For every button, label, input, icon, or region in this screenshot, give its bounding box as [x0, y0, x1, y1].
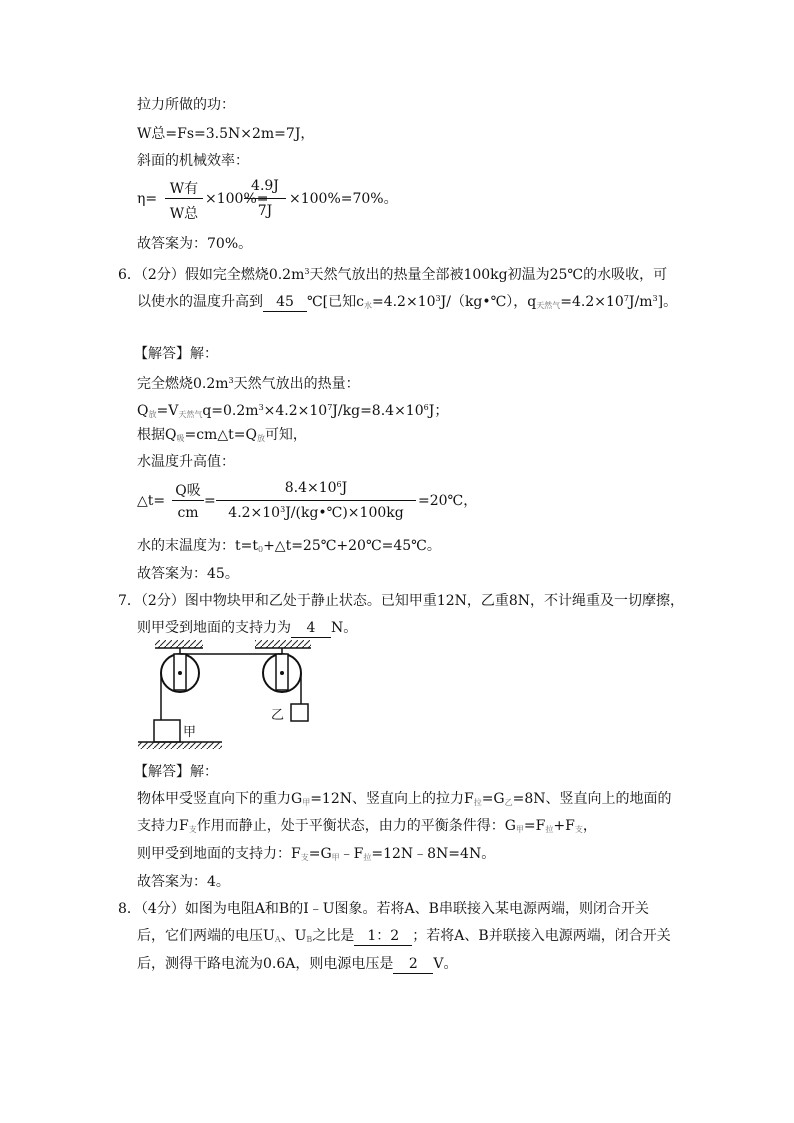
- ceiling-hatch-right: [255, 640, 311, 648]
- a6-line2: $Q_放=V_{天然气}q=0.2m^3\times 4.2\times 10^7J/kg=8.4\times 10^6J$；: [137, 403, 449, 419]
- q8-line1: 8．（4分）如图为电阻A和B的I﹣U图象。若将A、B串联接入某电源两端，则闭合开关: [118, 901, 649, 917]
- q6-line1: 6．（2分）假如完全燃烧$0.2m^3$天然气放出的热量全部被100kg初温为25℃的水吸收，可: [118, 267, 668, 283]
- work-formula: W总=Fs=3.5N×2m=7J，: [137, 126, 315, 142]
- a7-line1: 物体甲受竖直向下的重力$G_甲=12N$、竖直向上的拉力$F_拉=G_乙=8N$、竖直向上的地面的: [137, 791, 672, 807]
- frac1-den: W总: [169, 206, 199, 222]
- a7-line3: 则甲受到地面的支持力：$F_支=G_甲﹣F_拉=12N﹣8N=4N$。: [137, 846, 496, 862]
- delta-t-label: △t=: [137, 493, 166, 509]
- efficiency-line: 斜面的机械效率：: [137, 153, 249, 169]
- eta-label: η=: [137, 191, 158, 207]
- answer-6: 故答案为：45。: [137, 566, 239, 582]
- block-yi: [291, 704, 308, 721]
- q8-answer-blank-2: 2: [393, 955, 433, 974]
- label-jia: 甲: [183, 725, 197, 740]
- fracB-num: $8.4\times 10^6J$: [284, 480, 348, 496]
- a6-line4: 水温度升高值：: [137, 454, 235, 470]
- block-jia: [154, 720, 180, 742]
- ground-hatch: [138, 742, 222, 749]
- fracB-den: $4.2\times 10^3J/(kg•℃)\times 100kg$: [228, 505, 404, 521]
- answer-5: 故答案为：70%。: [137, 236, 253, 252]
- q7-line1: 7．（2分）图中物块甲和乙处于静止状态。已知甲重12N，乙重8N，不计绳重及一切摩擦，: [118, 593, 685, 609]
- fracB-bar: [216, 500, 416, 501]
- a6-line3: 根据$Q_吸=cm\triangle t=Q_放$可知，: [137, 427, 307, 443]
- label-yi: 乙: [271, 708, 285, 723]
- q8-line2: 后，它们两端的电压$U_A$、$U_B$之比是 1：2 ；若将A、B并联接入电源两端，闭合开关: [137, 928, 671, 944]
- a7-line2: 支持力$F_支$作用而静止，处于平衡状态，由力的平衡条件得：$G_甲=F_拉+F_支$，: [137, 818, 597, 834]
- q7-answer-blank: 4: [291, 619, 331, 638]
- q6-line2: 以使水的温度升高到 45 ℃[已知$c_水=4.2\times 10^3J/(kg•℃)$，$q_{天然气}=4.2\times 10^7J/m^3$]。: [137, 294, 678, 310]
- a6-line6: 水的末温度为：$t=t_0+\triangle t=25℃+20℃=45℃$。: [137, 538, 441, 554]
- a7-head: 【解答】解：: [134, 764, 218, 780]
- result-text: =20℃，: [418, 493, 478, 509]
- q6-answer-blank: 45: [263, 293, 307, 312]
- q8-line3: 后，测得干路电流为0.6A，则电源电压是 2 V。: [137, 956, 458, 972]
- fracA-num: Q吸: [175, 483, 201, 499]
- a6-head: 【解答】解：: [134, 346, 218, 362]
- work-line: 拉力所做的功：: [137, 97, 235, 113]
- a6-line1: 完全燃烧$0.2m^3$天然气放出的热量：: [137, 376, 360, 392]
- end-text: ×100%=70%。: [289, 191, 398, 207]
- q8-answer-blank-1: 1：2: [354, 927, 412, 946]
- ceiling-hatch-left: [155, 640, 203, 648]
- fracA-bar: [172, 500, 204, 501]
- frac2-bar: [244, 198, 286, 199]
- answer-7: 故答案为：4。: [137, 874, 230, 890]
- frac1-num: W有: [169, 181, 199, 197]
- frac2-num: 4.9J: [251, 178, 279, 194]
- eq-sign: =: [204, 493, 216, 509]
- frac1-bar: [165, 198, 203, 199]
- fracA-den: cm: [177, 505, 199, 521]
- q7-line2: 则甲受到地面的支持力为 4 N。: [137, 620, 358, 636]
- frac2-den: 7J: [257, 203, 273, 219]
- pulley-figure: [130, 640, 330, 752]
- mid-text: ×100%=: [205, 191, 269, 207]
